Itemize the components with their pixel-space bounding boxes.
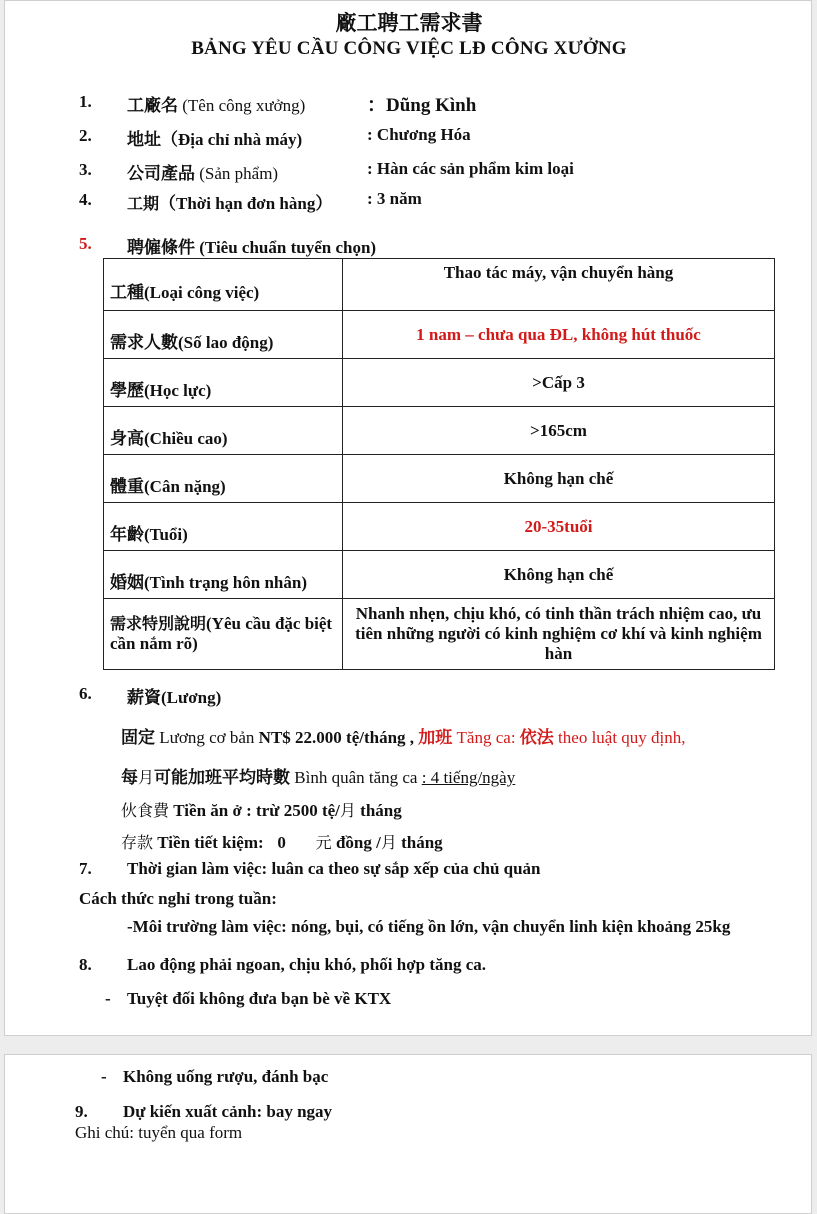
row-label-weight: 體重(Cân nặng) bbox=[104, 455, 343, 503]
salary-savings-line: 存款 Tiền tiết kiệm: 0 元 đồng /月 tháng bbox=[121, 833, 443, 852]
rest-schedule-label: Cách thức nghỉ trong tuần: bbox=[79, 889, 277, 908]
salary-food-line: 伙食費 Tiền ăn ở : trừ 2500 tệ/月 tháng bbox=[121, 801, 402, 820]
table-row bbox=[104, 259, 775, 311]
row-label-job-type: 工種(Loại công việc) bbox=[104, 259, 343, 311]
item-6-number: 6. bbox=[79, 684, 92, 703]
title-vietnamese: BẢNG YÊU CẦU CÔNG VIỆC LĐ CÔNG XƯỞNG bbox=[191, 38, 627, 59]
row-value-special: Nhanh nhẹn, chịu khó, có tinh thần trách nhiệm cao, ưu tiên những người có kinh nghiệm cơ khí và kinh nghiệm hàn bbox=[343, 599, 775, 670]
item-8-text: Lao động phải ngoan, chịu khó, phối hợp tăng ca. bbox=[127, 955, 486, 974]
table-row bbox=[104, 551, 775, 599]
item-4-value: : 3 năm bbox=[367, 189, 422, 208]
item-3-value: : Hàn các sản phẩm kim loại bbox=[367, 159, 574, 178]
table-row bbox=[104, 359, 775, 407]
table-row bbox=[104, 455, 775, 503]
item-2-label: 地址（Địa chỉ nhà máy) bbox=[127, 130, 303, 150]
item-7-number: 7. bbox=[79, 859, 92, 878]
row-label-height: 身高(Chiều cao) bbox=[104, 407, 343, 455]
row-value-weight: Không hạn chế bbox=[343, 455, 775, 503]
row-value-height: >165cm bbox=[343, 407, 775, 455]
item-6-label: 薪資(Lương) bbox=[127, 688, 222, 708]
item-3-number: 3. bbox=[79, 160, 92, 179]
document-page-2 bbox=[4, 1054, 812, 1214]
environment-text: -Môi trường làm việc: nóng, bụi, có tiếng ồn lớn, vận chuyển linh kiện khoảng 25kg bbox=[127, 917, 731, 936]
table-row bbox=[104, 407, 775, 455]
item-7-text: Thời gian làm việc: luân ca theo sự sắp xếp của chủ quản bbox=[127, 859, 541, 878]
rule-1-dash: - bbox=[105, 989, 111, 1008]
item-5-number: 5. bbox=[79, 234, 92, 253]
rule-1-text: Tuyệt đối không đưa bạn bè về KTX bbox=[127, 989, 392, 1008]
row-label-workers: 需求人數(Số lao động) bbox=[104, 311, 343, 359]
item-1-number: 1. bbox=[79, 92, 92, 111]
row-value-age: 20-35tuổi bbox=[343, 503, 775, 551]
row-label-marital: 婚姻(Tình trạng hôn nhân) bbox=[104, 551, 343, 599]
row-label-age: 年齡(Tuổi) bbox=[104, 503, 343, 551]
row-value-marital: Không hạn chế bbox=[343, 551, 775, 599]
requirements-table bbox=[103, 258, 775, 670]
title-chinese: 廠工聘工需求書 bbox=[335, 11, 483, 35]
item-4-number: 4. bbox=[79, 190, 92, 209]
table-row bbox=[104, 311, 775, 359]
row-label-special: 需求特別說明(Yêu cầu đặc biệt cần nắm rõ) bbox=[104, 599, 343, 670]
row-value-job-type: Thao tác máy, vận chuyển hàng bbox=[343, 259, 775, 311]
item-5-label: 聘僱條件 (Tiêu chuẩn tuyển chọn) bbox=[127, 238, 377, 258]
rule-2-dash: - bbox=[101, 1067, 107, 1086]
item-1-value: ：Dũng Kình bbox=[367, 95, 477, 116]
table-row bbox=[104, 599, 775, 670]
rule-2-text: Không uống rượu, đánh bạc bbox=[123, 1067, 329, 1086]
row-label-education: 學歷(Học lực) bbox=[104, 359, 343, 407]
item-3-label: 公司產品 (Sản phẩm) bbox=[127, 164, 279, 184]
document-page-1 bbox=[4, 0, 812, 1036]
salary-fixed-line: 固定 Lương cơ bản NT$ 22.000 tệ/tháng , 加班 Tăng ca: 依法 theo luật quy định, bbox=[121, 728, 686, 748]
row-value-education: >Cấp 3 bbox=[343, 359, 775, 407]
row-value-workers: 1 nam – chưa qua ĐL, không hút thuốc bbox=[343, 311, 775, 359]
item-8-number: 8. bbox=[79, 955, 92, 974]
item-9-number: 9. bbox=[75, 1102, 88, 1121]
item-2-value: : Chương Hóa bbox=[367, 125, 471, 144]
item-1-label: 工廠名 (Tên công xưởng) bbox=[127, 96, 306, 116]
note-text: Ghi chú: tuyển qua form bbox=[75, 1123, 243, 1142]
table-row bbox=[104, 503, 775, 551]
salary-overtime-line: 每月可能加班平均時數 Bình quân tăng ca : 4 tiếng/ngày bbox=[121, 768, 516, 788]
item-2-number: 2. bbox=[79, 126, 92, 145]
item-9-text: Dự kiến xuất cảnh: bay ngay bbox=[123, 1102, 333, 1121]
item-4-label: 工期（Thời hạn đơn hàng） bbox=[127, 194, 333, 213]
